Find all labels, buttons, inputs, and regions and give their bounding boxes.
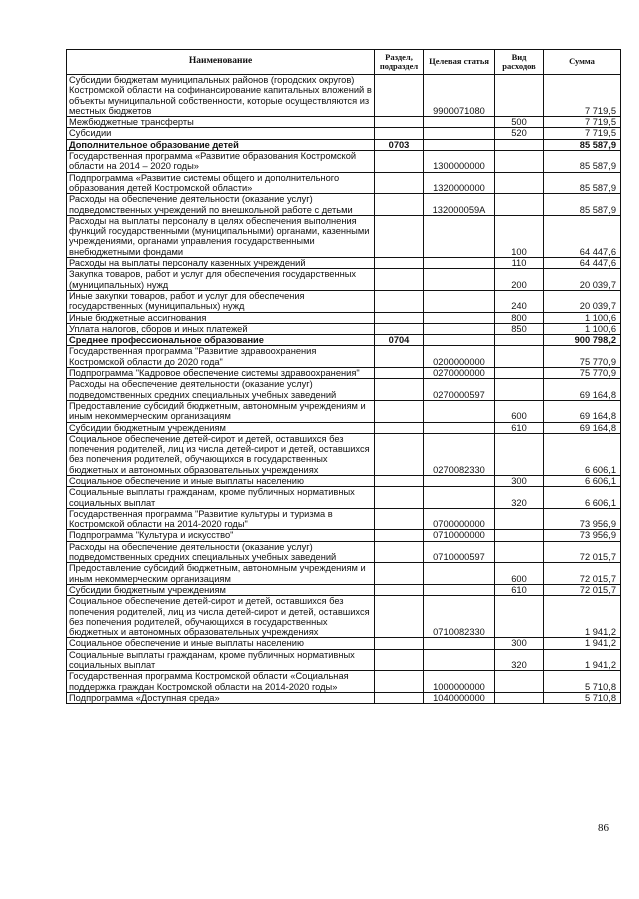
cell-vid	[495, 194, 544, 216]
cell-name: Закупка товаров, работ и услуг для обеспечения государственных (муниципальных) нужд	[67, 269, 375, 291]
cell-name: Подпрограмма "Кадровое обеспечение системы здравоохранения"	[67, 368, 375, 379]
cell-summa: 6 606,1	[544, 433, 621, 475]
cell-name: Подпрограмма «Доступная среда»	[67, 692, 375, 703]
cell-celevaya	[424, 269, 495, 291]
table-row	[67, 584, 621, 595]
header-vid: Вид расходов	[495, 50, 544, 75]
table-row	[67, 151, 621, 173]
cell-name: Социальное обеспечение и иные выплаты населению	[67, 475, 375, 486]
cell-celevaya: 0710000597	[424, 541, 495, 563]
cell-razdel	[375, 649, 424, 671]
cell-vid	[495, 692, 544, 703]
cell-name: Субсидии бюджетным учреждениям	[67, 584, 375, 595]
cell-summa: 64 447,6	[544, 258, 621, 269]
cell-name: Социальные выплаты гражданам, кроме публичных нормативных социальных выплат	[67, 649, 375, 671]
table-row	[67, 508, 621, 530]
table-row	[67, 117, 621, 128]
table-row	[67, 422, 621, 433]
cell-razdel	[375, 400, 424, 422]
table-row	[67, 475, 621, 486]
cell-summa: 69 164,8	[544, 422, 621, 433]
cell-name: Государственная программа Костромской области «Социальная поддержка граждан Костромской области на 2014-2020 годы»	[67, 671, 375, 693]
cell-summa: 72 015,7	[544, 563, 621, 585]
cell-vid: 520	[495, 128, 544, 139]
cell-razdel	[375, 151, 424, 173]
cell-name: Уплата налогов, сборов и иных платежей	[67, 323, 375, 334]
cell-celevaya: 0200000000	[424, 346, 495, 368]
cell-razdel	[375, 508, 424, 530]
cell-name: Дополнительное образование детей	[67, 139, 375, 150]
cell-razdel	[375, 584, 424, 595]
cell-summa: 7 719,5	[544, 117, 621, 128]
table-row	[67, 379, 621, 401]
cell-razdel	[375, 172, 424, 194]
cell-celevaya: 0710000000	[424, 530, 495, 541]
table-body	[67, 75, 621, 704]
cell-celevaya: 0270000597	[424, 379, 495, 401]
cell-name: Расходы на выплаты персоналу казенных учреждений	[67, 258, 375, 269]
cell-summa: 7 719,5	[544, 75, 621, 117]
cell-celevaya: 1000000000	[424, 671, 495, 693]
cell-summa: 75 770,9	[544, 346, 621, 368]
cell-celevaya	[424, 290, 495, 312]
table-row	[67, 400, 621, 422]
cell-summa: 1 100,6	[544, 323, 621, 334]
cell-celevaya	[424, 215, 495, 257]
cell-celevaya	[424, 312, 495, 323]
table-row	[67, 368, 621, 379]
cell-razdel	[375, 596, 424, 638]
cell-summa: 5 710,8	[544, 692, 621, 703]
cell-summa: 900 798,2	[544, 335, 621, 346]
cell-summa: 75 770,9	[544, 368, 621, 379]
cell-vid: 110	[495, 258, 544, 269]
cell-celevaya: 1320000000	[424, 172, 495, 194]
cell-razdel	[375, 475, 424, 486]
cell-razdel	[375, 128, 424, 139]
cell-vid: 300	[495, 638, 544, 649]
cell-vid	[495, 671, 544, 693]
cell-celevaya	[424, 422, 495, 433]
cell-razdel	[375, 487, 424, 509]
cell-name: Подпрограмма «Развитие системы общего и дополнительного образования детей Костромской области»	[67, 172, 375, 194]
cell-razdel	[375, 563, 424, 585]
table-row	[67, 649, 621, 671]
cell-celevaya	[424, 638, 495, 649]
cell-name: Предоставление субсидий бюджетным, автономным учреждениям и иным некоммерческим организациям	[67, 563, 375, 585]
cell-celevaya	[424, 128, 495, 139]
cell-summa: 5 710,8	[544, 671, 621, 693]
cell-vid	[495, 335, 544, 346]
cell-name: Социальные выплаты гражданам, кроме публичных нормативных социальных выплат	[67, 487, 375, 509]
table-row	[67, 269, 621, 291]
cell-razdel	[375, 117, 424, 128]
table-row	[67, 433, 621, 475]
table-row	[67, 638, 621, 649]
cell-vid	[495, 151, 544, 173]
cell-razdel	[375, 312, 424, 323]
cell-name: Государственная программа «Развитие образования Костромской области на 2014 – 2020 годы»	[67, 151, 375, 173]
cell-name: Иные закупки товаров, работ и услуг для обеспечения государственных (муниципальных) нужд	[67, 290, 375, 312]
table-row	[67, 323, 621, 334]
cell-celevaya: 9900071080	[424, 75, 495, 117]
page-number: 86	[598, 822, 609, 834]
cell-vid	[495, 508, 544, 530]
cell-name: Иные бюджетные ассигнования	[67, 312, 375, 323]
table-row	[67, 530, 621, 541]
cell-vid	[495, 75, 544, 117]
cell-celevaya: 132000059А	[424, 194, 495, 216]
header-row	[67, 50, 621, 75]
table-row	[67, 541, 621, 563]
cell-celevaya: 0700000000	[424, 508, 495, 530]
cell-celevaya	[424, 400, 495, 422]
cell-summa: 72 015,7	[544, 584, 621, 595]
cell-name: Субсидии бюджетным учреждениям	[67, 422, 375, 433]
header-razdel: Раздел, подраздел	[375, 50, 424, 75]
cell-name: Социальное обеспечение и иные выплаты населению	[67, 638, 375, 649]
cell-vid	[495, 433, 544, 475]
cell-summa: 73 956,9	[544, 508, 621, 530]
table-row	[67, 487, 621, 509]
cell-vid: 240	[495, 290, 544, 312]
cell-celevaya	[424, 258, 495, 269]
cell-summa: 6 606,1	[544, 475, 621, 486]
cell-razdel	[375, 692, 424, 703]
cell-razdel	[375, 215, 424, 257]
table-row	[67, 75, 621, 117]
cell-vid	[495, 346, 544, 368]
header-summa: Сумма	[544, 50, 621, 75]
budget-table	[66, 49, 621, 704]
cell-name: Государственная программа "Развитие здравоохранения Костромской области до 2020 года"	[67, 346, 375, 368]
cell-celevaya	[424, 139, 495, 150]
table-row	[67, 335, 621, 346]
cell-summa: 69 164,8	[544, 400, 621, 422]
cell-summa: 6 606,1	[544, 487, 621, 509]
cell-razdel	[375, 530, 424, 541]
cell-razdel	[375, 323, 424, 334]
cell-vid: 600	[495, 563, 544, 585]
table-row	[67, 563, 621, 585]
cell-razdel	[375, 290, 424, 312]
cell-name: Межбюджетные трансферты	[67, 117, 375, 128]
cell-razdel	[375, 194, 424, 216]
cell-razdel	[375, 368, 424, 379]
table-row	[67, 128, 621, 139]
cell-vid: 200	[495, 269, 544, 291]
cell-name: Социальное обеспечение детей-сирот и детей, оставшихся без попечения родителей, лиц из числа детей-сирот и детей, оставшихся без попечения родителей, обучающихся в государственных бюджетных и автономных образовательных учреждениях	[67, 596, 375, 638]
cell-name: Подпрограмма "Культура и искусство"	[67, 530, 375, 541]
cell-razdel	[375, 75, 424, 117]
cell-summa: 85 587,9	[544, 151, 621, 173]
cell-summa: 20 039,7	[544, 269, 621, 291]
cell-celevaya	[424, 475, 495, 486]
cell-name: Расходы на выплаты персоналу в целях обеспечения выполнения функций государственными (муниципальными) органами, казенными учреждениями, органами управления государственными внебюджетными фондами	[67, 215, 375, 257]
cell-celevaya	[424, 335, 495, 346]
header-name: Наименование	[67, 50, 375, 75]
cell-razdel	[375, 671, 424, 693]
cell-vid	[495, 596, 544, 638]
table-row	[67, 312, 621, 323]
table-row	[67, 290, 621, 312]
cell-razdel	[375, 433, 424, 475]
cell-vid	[495, 368, 544, 379]
cell-summa: 20 039,7	[544, 290, 621, 312]
cell-celevaya	[424, 117, 495, 128]
cell-name: Расходы на обеспечение деятельности (оказание услуг) подведомственных учреждений по внешкольной работе с детьми	[67, 194, 375, 216]
cell-name: Среднее профессиональное образование	[67, 335, 375, 346]
cell-summa: 85 587,9	[544, 194, 621, 216]
cell-razdel: 0704	[375, 335, 424, 346]
cell-razdel	[375, 258, 424, 269]
table-row	[67, 596, 621, 638]
cell-celevaya: 0270082330	[424, 433, 495, 475]
cell-vid: 300	[495, 475, 544, 486]
cell-vid	[495, 530, 544, 541]
table-row	[67, 215, 621, 257]
cell-summa: 1 941,2	[544, 638, 621, 649]
cell-celevaya: 0710082330	[424, 596, 495, 638]
cell-summa: 85 587,9	[544, 172, 621, 194]
table-row	[67, 172, 621, 194]
cell-summa: 1 941,2	[544, 596, 621, 638]
cell-summa: 64 447,6	[544, 215, 621, 257]
table-row	[67, 194, 621, 216]
cell-celevaya	[424, 563, 495, 585]
table-row	[67, 346, 621, 368]
cell-celevaya	[424, 323, 495, 334]
cell-vid: 600	[495, 400, 544, 422]
cell-summa: 85 587,9	[544, 139, 621, 150]
cell-name: Субсидии	[67, 128, 375, 139]
cell-celevaya	[424, 487, 495, 509]
cell-razdel: 0703	[375, 139, 424, 150]
cell-name: Расходы на обеспечение деятельности (оказание услуг) подведомственных средних специальных учебных заведений	[67, 541, 375, 563]
cell-name: Субсидии бюджетам муниципальных районов (городских округов) Костромской области на софинансирование капитальных вложений в объекты муниципальной собственности, которые осуществляются из местных бюджетов	[67, 75, 375, 117]
cell-vid: 610	[495, 584, 544, 595]
cell-celevaya	[424, 584, 495, 595]
cell-razdel	[375, 638, 424, 649]
cell-vid	[495, 379, 544, 401]
cell-vid	[495, 172, 544, 194]
cell-summa: 7 719,5	[544, 128, 621, 139]
cell-vid: 100	[495, 215, 544, 257]
cell-razdel	[375, 541, 424, 563]
cell-summa: 72 015,7	[544, 541, 621, 563]
cell-vid: 320	[495, 649, 544, 671]
cell-razdel	[375, 422, 424, 433]
cell-summa: 73 956,9	[544, 530, 621, 541]
header-celevaya: Целевая статья	[424, 50, 495, 75]
cell-name: Предоставление субсидий бюджетным, автономным учреждениям и иным некоммерческим организациям	[67, 400, 375, 422]
table-row	[67, 692, 621, 703]
cell-celevaya: 1300000000	[424, 151, 495, 173]
cell-razdel	[375, 269, 424, 291]
cell-name: Социальное обеспечение детей-сирот и детей, оставшихся без попечения родителей, лиц из числа детей-сирот и детей, оставшихся без попечения родителей, обучающихся в государственных бюджетных и автономных образовательных учреждениях	[67, 433, 375, 475]
table-row	[67, 258, 621, 269]
cell-vid: 320	[495, 487, 544, 509]
cell-vid	[495, 139, 544, 150]
cell-vid	[495, 541, 544, 563]
cell-name: Государственная программа "Развитие культуры и туризма в Костромской области на 2014-2020 годы"	[67, 508, 375, 530]
table-row	[67, 139, 621, 150]
cell-summa: 1 941,2	[544, 649, 621, 671]
cell-vid: 610	[495, 422, 544, 433]
cell-summa: 1 100,6	[544, 312, 621, 323]
cell-summa: 69 164,8	[544, 379, 621, 401]
cell-celevaya: 1040000000	[424, 692, 495, 703]
cell-name: Расходы на обеспечение деятельности (оказание услуг) подведомственных средних специальных учебных заведений	[67, 379, 375, 401]
cell-vid: 850	[495, 323, 544, 334]
cell-razdel	[375, 379, 424, 401]
cell-vid: 500	[495, 117, 544, 128]
cell-celevaya: 0270000000	[424, 368, 495, 379]
table-row	[67, 671, 621, 693]
cell-celevaya	[424, 649, 495, 671]
cell-vid: 800	[495, 312, 544, 323]
cell-razdel	[375, 346, 424, 368]
